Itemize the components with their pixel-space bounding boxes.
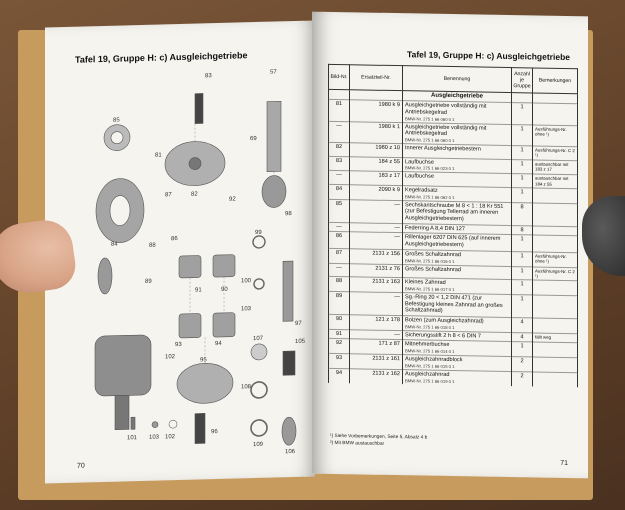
table-row <box>329 368 578 387</box>
cell-anzahl <box>512 318 533 333</box>
cell-bild-nr-text: 93 <box>335 355 343 362</box>
exploded-parts-diagram <box>45 20 315 483</box>
cell-bemerkungen-text: Ausführungs-Nr. ohne ¹) <box>535 253 567 264</box>
cell-anzahl-text: 4 <box>520 319 524 326</box>
part-label: 102 <box>165 434 176 441</box>
part-label: 96 <box>211 429 218 436</box>
cell-bemerkungen <box>533 235 578 252</box>
cell-anzahl-text: 1 <box>520 125 524 132</box>
cell-anzahl-text: 1 <box>520 296 524 303</box>
cell-benennung <box>403 200 512 225</box>
cell-ersatzteil-nr <box>350 156 403 172</box>
bmw-number: BMW-Nr. 275 1 66 017 0 1 <box>405 286 455 292</box>
right-page <box>312 12 588 479</box>
cell-anzahl <box>512 124 533 146</box>
cell-bemerkungen <box>533 103 578 125</box>
part-screw-101 <box>131 417 135 429</box>
cell-ersatzteil-nr-text: — <box>394 234 400 241</box>
cell-bild-nr <box>329 184 350 199</box>
part-washer-103 <box>152 422 158 428</box>
cell-bemerkungen <box>533 203 578 227</box>
part-label: 84 <box>111 241 118 248</box>
cell-ersatzteil-nr <box>350 263 403 277</box>
cell-anzahl-text: 4 <box>520 333 524 341</box>
part-label: 88 <box>149 242 156 249</box>
cell-benennung <box>403 101 512 124</box>
cell-bild-nr-text: 82 <box>335 144 343 151</box>
bmw-number: BMW-Nr. 275 1 66 060 0 1 <box>405 137 455 144</box>
cell-ersatzteil-nr <box>350 315 403 331</box>
part-label: 81 <box>155 152 162 159</box>
cell-bemerkungen <box>533 160 578 176</box>
bmw-number: BMW-Nr. 275 1 66 023 0 1 <box>405 165 455 172</box>
cell-anzahl <box>512 357 533 372</box>
footnote: ¹) Siehe Vorbemerkungen, Seite 5, Absatz 4 b <box>330 433 428 441</box>
cell-ersatzteil-nr <box>350 100 403 122</box>
cell-ersatzteil-nr <box>350 199 403 223</box>
left-page <box>45 20 315 483</box>
cell-bild-nr <box>329 329 350 339</box>
cell-ersatzteil-nr <box>350 354 403 370</box>
part-label: 85 <box>113 117 120 124</box>
cell-bild-nr <box>329 171 350 185</box>
part-label: 57 <box>270 69 277 76</box>
part-gear-93a <box>179 255 201 278</box>
cell-bild-nr <box>329 248 350 263</box>
cell-anzahl-text: 1 <box>520 189 524 196</box>
cell-anzahl-text: 1 <box>520 267 524 274</box>
cell-benennung-text: Kegelradsatz <box>405 187 438 194</box>
part-bushing-83 <box>195 93 203 123</box>
part-differential-housing <box>95 335 151 396</box>
cell-anzahl-text: 1 <box>520 160 524 167</box>
cell-ersatzteil-nr-text: 183 z 17 <box>378 173 400 180</box>
cell-ersatzteil-nr <box>350 369 403 384</box>
cell-benennung-text: Laufbuchse <box>405 158 434 166</box>
cell-bild-nr <box>329 263 350 277</box>
cell-bild-nr <box>329 368 350 383</box>
cell-anzahl-text: 1 <box>520 253 524 260</box>
part-label: 90 <box>221 286 228 293</box>
cell-bemerkungen-text: Ausführungs-Nr. C 2 ¹) <box>535 147 575 158</box>
cell-anzahl <box>512 202 533 225</box>
cell-bild-nr-text: — <box>336 172 342 179</box>
right-page-number: 71 <box>560 459 568 468</box>
cell-benennung-text: Mitnehmerbuchse <box>405 341 450 349</box>
part-ring-108 <box>251 382 267 398</box>
cell-bemerkungen <box>533 174 578 188</box>
cell-benennung-text: Großes Schaltzahnrad <box>405 251 461 259</box>
part-label: 82 <box>191 191 198 198</box>
cell-benennung-text: Ausgleichgetriebe vollständig mit Antriebskegelrad <box>405 123 487 138</box>
cell-ersatzteil-nr <box>350 232 403 249</box>
part-lower-star-95 <box>177 363 233 404</box>
cell-benennung-text: Kleines Zahnrad <box>405 279 446 287</box>
bmw-number: BMW-Nr. 275 1 66 018 0 1 <box>405 323 455 330</box>
cell-benennung-text: Bolzen (zum Ausgleichzahnrad) <box>405 317 484 325</box>
cell-bemerkungen <box>533 280 578 296</box>
parts-table <box>328 64 578 387</box>
part-label: 101 <box>127 435 138 442</box>
cell-bild-nr <box>329 121 350 143</box>
part-label: 109 <box>253 441 264 449</box>
cell-bild-nr <box>329 222 350 232</box>
cell-bild-nr-text: 84 <box>335 185 343 193</box>
part-label: 83 <box>205 73 212 80</box>
cell-bild-nr <box>329 100 350 122</box>
cell-bemerkungen <box>533 125 578 147</box>
part-label: 102 <box>165 354 176 361</box>
cell-bild-nr-text: 86 <box>335 233 343 240</box>
cell-bild-nr-text: 94 <box>335 369 343 377</box>
cell-ersatzteil-nr-text: 184 z 55 <box>378 158 400 165</box>
cell-ersatzteil-nr <box>350 277 403 293</box>
cell-ersatzteil-nr-text: — <box>394 331 400 338</box>
cell-bild-nr-text: 91 <box>335 330 343 337</box>
cell-anzahl <box>512 280 533 295</box>
cell-bild-nr <box>329 142 350 156</box>
cell-bild-nr <box>329 354 350 369</box>
cell-bild-nr-text: 88 <box>335 278 343 285</box>
cell-ersatzteil-nr-text: 1980 k 1 <box>378 123 400 130</box>
part-gear-106 <box>282 417 296 445</box>
cell-benennung <box>403 122 512 145</box>
cell-ersatzteil-nr-text: 1980 k 9 <box>378 101 400 109</box>
cell-anzahl-text: 1 <box>520 281 524 288</box>
cell-bild-nr <box>329 314 350 329</box>
right-page-title: Tafel 19, Gruppe H: c) Ausgleichgetriebe <box>407 49 570 63</box>
part-shaft-85 <box>98 258 112 294</box>
cell-benennung-text: Federring A 8,4 DIN 127 <box>405 224 466 233</box>
cell-ersatzteil-nr-text: — <box>394 201 400 208</box>
cell-benennung-text: Innerer Ausgleichgetriebestern <box>405 145 481 153</box>
part-label: 108 <box>241 384 252 391</box>
cell-ersatzteil-nr-text: 171 z 87 <box>378 341 400 348</box>
cell-benennung-text: Rillenlager 6207 DIN 625 (auf innerem Ausgleichgetriebestern) <box>405 234 501 249</box>
cell-ersatzteil-nr <box>350 121 403 143</box>
cell-bild-nr <box>329 156 350 171</box>
cell-anzahl-text: 8 <box>520 203 524 210</box>
cell-ersatzteil-nr-text: 1980 z 10 <box>375 144 400 152</box>
cell-bemerkungen <box>533 318 578 334</box>
cell-bild-nr <box>329 199 350 222</box>
part-pinion-gear <box>262 175 286 208</box>
cell-ersatzteil-nr-text: 2131 z 163 <box>372 278 400 286</box>
part-label: 107 <box>253 335 264 343</box>
part-label: 92 <box>229 196 236 203</box>
part-bushing-96 <box>195 413 205 443</box>
part-label: 89 <box>145 278 152 285</box>
cell-bild-nr-text: 85 <box>335 200 343 207</box>
part-label: 103 <box>241 306 252 313</box>
part-label: 87 <box>165 192 172 199</box>
bmw-number: BMW-Nr. 275 1 66 015 0 1 <box>405 363 455 369</box>
cell-anzahl <box>512 187 533 202</box>
cell-ersatzteil-nr-text: 2131 z 156 <box>372 250 400 258</box>
cell-ersatzteil-nr-text: 121 z 178 <box>375 316 400 324</box>
cell-benennung-text: Sechskantschraube M 8 < 1 : 18 Kr 551 (zur Befestigung Tellerrad am inneren Ausgleichgetriebestern) <box>405 201 504 223</box>
cell-bild-nr-text: — <box>336 223 342 230</box>
cell-bild-nr <box>329 277 350 292</box>
cell-anzahl <box>512 251 533 266</box>
cell-ersatzteil-nr <box>350 171 403 185</box>
part-circlip-99 <box>253 236 265 248</box>
part-bushing-105 <box>283 351 295 375</box>
cell-anzahl <box>512 159 533 174</box>
part-gear-94a <box>179 313 201 338</box>
cell-anzahl <box>512 342 533 357</box>
cell-benennung-text: Großes Schaltzahnrad <box>405 265 461 273</box>
part-label: 103 <box>149 434 160 441</box>
cell-anzahl-text: 1 <box>520 175 524 182</box>
bmw-number: BMW-Nr. 275 1 66 019 0 1 <box>405 377 455 384</box>
part-pinion-shaft-57 <box>267 101 281 171</box>
part-label: 106 <box>285 448 296 456</box>
cell-benennung <box>403 293 512 318</box>
cell-bild-nr-text: 83 <box>335 157 343 164</box>
part-pin-97 <box>283 261 293 321</box>
cell-ersatzteil-nr <box>350 339 403 355</box>
cell-ersatzteil-nr <box>350 143 403 157</box>
cell-bemerkungen-text: Ausführungs-Nr. ohne ¹) <box>535 126 567 137</box>
cell-bild-nr-text: 87 <box>335 249 343 256</box>
cell-bild-nr-text: 81 <box>335 101 343 108</box>
header-ersatzteil-nr: Ersatzteil-Nr. <box>350 65 403 91</box>
cell-benennung <box>403 233 512 251</box>
part-label: 95 <box>200 357 207 364</box>
cell-anzahl <box>512 294 533 317</box>
cell-anzahl-text: 1 <box>520 147 524 154</box>
part-label: 86 <box>171 236 178 243</box>
left-page-title: Tafel 19, Gruppe H: c) Ausgleichgetriebe <box>75 50 248 65</box>
part-gear-94b <box>213 313 235 338</box>
part-label: 91 <box>195 287 202 294</box>
cell-ersatzteil-nr-text: 2131 z 76 <box>375 265 400 272</box>
cell-benennung <box>403 370 512 386</box>
part-label: 99 <box>255 229 262 237</box>
part-label: 97 <box>295 320 302 327</box>
part-label: 69 <box>250 135 257 143</box>
cell-anzahl-text: 1 <box>520 343 524 350</box>
bmw-number: BMW-Nr. 275 1 66 014 0 1 <box>405 348 455 355</box>
cell-anzahl <box>512 266 533 280</box>
part-label: 100 <box>241 278 252 285</box>
cell-benennung-text: Ausgleichzahnradblock <box>405 356 463 364</box>
cell-ersatzteil-nr-text: 2090 k 9 <box>378 186 400 194</box>
cell-bemerkungen <box>533 372 578 387</box>
cell-anzahl-text: 8 <box>520 226 524 234</box>
cell-ersatzteil-nr <box>350 185 403 201</box>
cell-ersatzteil-nr-text: 2131 z 162 <box>372 370 400 378</box>
cell-ersatzteil-nr-text: 2131 z 161 <box>372 355 400 363</box>
cell-anzahl <box>512 235 533 252</box>
left-page-number: 70 <box>77 462 85 470</box>
cell-benennung-text: Ausgleichgetriebe vollständig mit Antriebskegelrad <box>405 102 487 116</box>
cell-anzahl-text: 2 <box>520 358 524 365</box>
cell-bemerkungen <box>533 146 578 160</box>
cell-bild-nr-text: 92 <box>335 340 343 347</box>
cell-bemerkungen <box>533 252 578 268</box>
cell-benennung-text: Laufbuchse <box>405 173 434 181</box>
cell-bild-nr-text: — <box>336 122 342 129</box>
cell-bemerkungen-text: austauschbar mit 183 z 17 <box>535 161 569 172</box>
cell-benennung-text: Sicherungsstift 2 h 8 < 6 DIN 7 <box>405 331 482 340</box>
cell-bemerkungen <box>533 357 578 373</box>
part-washer-107 <box>251 344 267 360</box>
cell-bild-nr-text: 89 <box>335 292 343 300</box>
header-bemerkungen: Bemerkungen <box>533 68 578 94</box>
cell-bemerkungen <box>533 342 578 358</box>
cell-benennung-text: Ausgleichzahnrad <box>405 371 450 378</box>
part-label: 98 <box>285 211 292 218</box>
part-label: 105 <box>295 338 306 345</box>
cell-anzahl <box>512 146 533 160</box>
cell-anzahl-text: 1 <box>520 104 524 111</box>
cell-anzahl <box>512 174 533 188</box>
group-heading: Ausgleichgetriebe <box>403 91 512 103</box>
part-label: 93 <box>175 341 182 349</box>
cell-anzahl <box>512 332 533 342</box>
cell-bild-nr <box>329 291 350 314</box>
header-anzahl: Anzahl je Gruppe <box>512 68 533 93</box>
cell-ersatzteil-nr-text: — <box>394 293 400 301</box>
cell-ersatzteil-nr <box>350 249 403 265</box>
part-ring-109 <box>251 420 267 436</box>
cell-bild-nr <box>329 339 350 354</box>
cell-bild-nr-text: — <box>336 264 342 271</box>
cell-bemerkungen <box>533 295 578 319</box>
header-benennung: Benennung <box>403 66 512 93</box>
part-gear-93b <box>213 255 235 278</box>
cell-bemerkungen-text: fällt weg <box>535 334 552 340</box>
cell-ersatzteil-nr-text: — <box>394 224 400 231</box>
cell-bemerkungen-text: Ausführungs-Nr. C 2 ¹) <box>535 268 575 279</box>
part-ring-102 <box>169 420 177 428</box>
cell-anzahl-text: 1 <box>520 236 524 243</box>
footnotes <box>330 434 427 449</box>
cell-anzahl-text: 2 <box>520 373 524 380</box>
bmw-number: BMW-Nr. 275 1 66 062 0 1 <box>405 193 455 200</box>
cell-bemerkungen <box>533 267 578 281</box>
cell-bild-nr <box>329 232 350 249</box>
bmw-number: BMW-Nr. 275 1 66 016 0 1 <box>405 257 455 264</box>
cell-bemerkungen <box>533 188 578 204</box>
header-bild-nr: Bild-Nr. <box>329 64 350 89</box>
cell-anzahl <box>512 103 533 125</box>
cell-benennung-text: Sg.-Ring 20 < 1,2 DIN 471 (zur Befestigung kleines Zahnrad an großes Schaltzahnrad) <box>405 294 503 315</box>
footnote: ²) Mit BMW austauschbar <box>330 440 385 447</box>
cell-anzahl <box>512 225 533 235</box>
cell-bild-nr-text: 90 <box>335 316 343 323</box>
cell-ersatzteil-nr <box>350 292 403 316</box>
part-circlip-100 <box>254 279 264 289</box>
part-label: 94 <box>215 340 222 348</box>
bmw-number: BMW-Nr. 275 1 66 060 0 1 <box>405 115 455 122</box>
cell-anzahl <box>512 371 533 386</box>
cell-bemerkungen-text: austauschbar mit 184 z 55 <box>535 175 569 187</box>
